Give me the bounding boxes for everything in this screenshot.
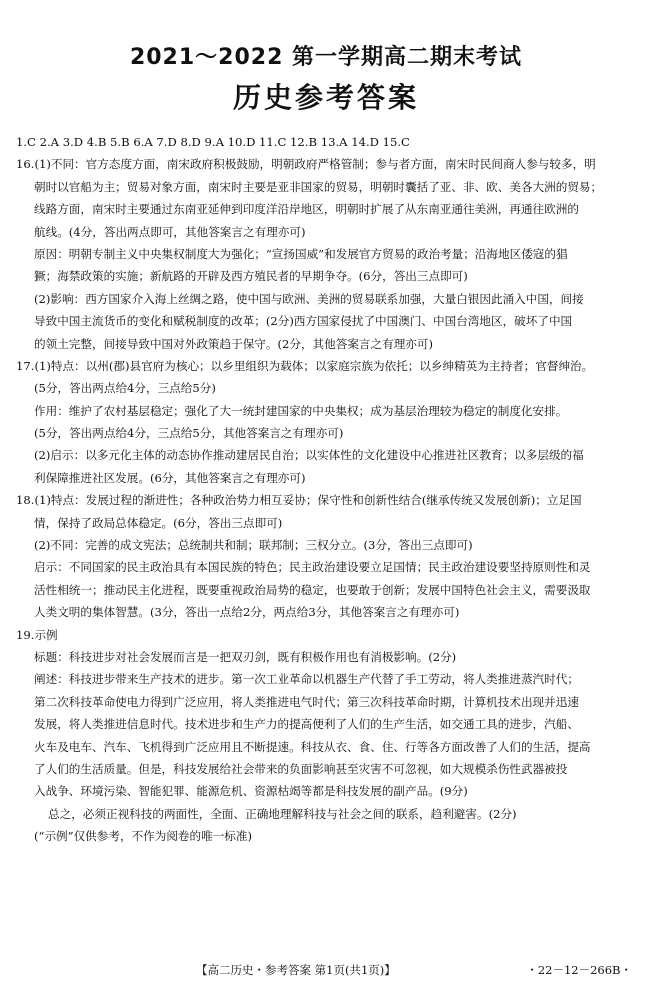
q18-line: (2)不同：完善的成文宪法；总统制共和制；联邦制；三权分立。(3分，答出三点即可): [34, 538, 473, 553]
mcq-answers: 1.C 2.A 3.D 4.B 5.B 6.A 7.D 8.D 9.A 10.D 11.C 12.B 13.A 14.D 15.C: [16, 135, 410, 149]
exam-title: 2021～2022 第一学期高二期末考试: [129, 45, 523, 70]
q16-line: 朝时以官船为主；贸易对象方面，南宋时主要是亚非国家的贸易，明朝时囊括了亚、非、欧、美各大洲的贸易；: [34, 179, 603, 194]
answer-body: [16, 131, 638, 848]
q19-line: 入战争、环境污染、智能犯罪、能源危机、资源枯竭等都是科技发展的副产品。(9分): [34, 784, 468, 799]
q19-line: 了人们的生活质量。但是，科技发展给社会带来的负面影响甚至灾害不可忽视，如大规模杀伤性武器被投: [34, 761, 568, 776]
q19-line: 发展，将人类推进信息时代。技术进步和生产力的提高便利了人们的生产生活，如交通工具的进步，汽船、: [34, 717, 579, 732]
q17-line: (5分，答出两点给4分，三点给5分): [34, 381, 216, 396]
q17-line: 17.(1)特点：以州(郡)县官府为核心；以乡里组织为载体；以家庭宗族为依托；以乡绅精英为主持者；官督绅治。: [16, 358, 594, 373]
q19-line: 第二次科技革命使电力得到广泛应用，将人类推进电气时代；第三次科技革命时期，计算机技术出现并迅速: [34, 694, 579, 709]
q19-line: 火车及电车、汽车、飞机得到广泛应用且不断提速。科技从衣、食、住、行等各方面改善了人们的生活，提高: [34, 739, 591, 754]
q18-line: 情，保持了政局总体稳定。(6分，答出三点即可): [34, 515, 283, 530]
q18-line: 启示：不同国家的民主政治具有本国民族的特色；民主政治建设要立足国情；民主政治建设要坚持原则性和灵: [34, 560, 591, 575]
q16-line: 原因：明朝专制主义中央集权制度大为强化；“宣扬国威”和发展官方贸易的政治考量；沿海地区倭寇的猖: [34, 246, 568, 261]
q18-line: 人类文明的集体智慧。(3分，答出一点给2分，两点给3分，其他答案言之有理亦可): [34, 605, 460, 620]
answer-key-title: 历史参考答案: [232, 81, 419, 114]
q19-line: 19.示例: [16, 627, 58, 642]
q19-line: 总之，必须正视科技的两面性，全面、正确地理解科技与社会之间的联系，趋利避害。(2分): [48, 806, 517, 821]
q16-line: 獗；海禁政策的实施；新航路的开辟及西方殖民者的早期争夺。(6分，答出三点即可): [34, 269, 468, 284]
q16-line: 线路方面，南宋时主要通过东南亚延伸到印度洋沿岸地区，明朝时扩展了从东南亚通往美洲，再通往欧洲的: [34, 202, 579, 217]
q18-line: 18.(1)特点：发展过程的渐进性；各种政治势力相互妥协；保守性和创新性结合(继承传统又发展创新)；立足国: [16, 493, 582, 508]
footer-page-label: 【高二历史・参考答案 第1页(共1页)】: [196, 963, 396, 977]
q19-note: (“示例”仅供参考，不作为阅卷的唯一标准): [34, 829, 252, 844]
q16-line: 航线。(4分，答出两点即可，其他答案言之有理亦可): [34, 224, 306, 239]
q16-line: (2)影响：西方国家介入海上丝绸之路，使中国与欧洲、美洲的贸易联系加强，大量白银因此涌入中国，间接: [34, 291, 584, 306]
q16-line: 的领土完整，间接导致中国对外政策趋于保守。(2分，其他答案言之有理亦可): [34, 336, 434, 351]
footer-code: ・22－12－266B・: [526, 963, 632, 977]
q17-line: 利保障推进社区发展。(6分，其他答案言之有理亦可): [34, 470, 306, 485]
q19-line: 阐述：科技进步带来生产技术的进步。第一次工业革命以机器生产代替了手工劳动，将人类推进蒸汽时代；: [34, 672, 579, 687]
q17-line: (5分，答出两点给4分，三点给5分，其他答案言之有理亦可): [34, 426, 344, 441]
q16-line: 导致中国主流货币的变化和赋税制度的改革；(2分)西方国家侵扰了中国澳门、中国台湾地区，破坏了中国: [34, 314, 573, 329]
q17-line: (2)启示：以多元化主体的动态协作推动建居民自治；以实体性的文化建设中心推进社区教育；以多层级的福: [34, 448, 584, 463]
page-footer: [0, 962, 652, 982]
q16-line: 16.(1)不同：官方态度方面，南宋政府积极鼓励，明朝政府严格管制；参与者方面，南宋时民间商人参与较多，明: [16, 157, 596, 172]
q17-line: 作用：维护了农村基层稳定；强化了大一统封建国家的中央集权；成为基层治理较为稳定的制度化安排。: [34, 403, 568, 418]
q18-line: 活性相统一；推动民主化进程，既要重视政治局势的稳定，也要敢于创新；发展中国特色社会主义，需要汲取: [34, 582, 591, 597]
q19-line: 标题：科技进步对社会发展而言是一把双刃剑，既有积极作用也有消极影响。(2分): [34, 649, 457, 664]
